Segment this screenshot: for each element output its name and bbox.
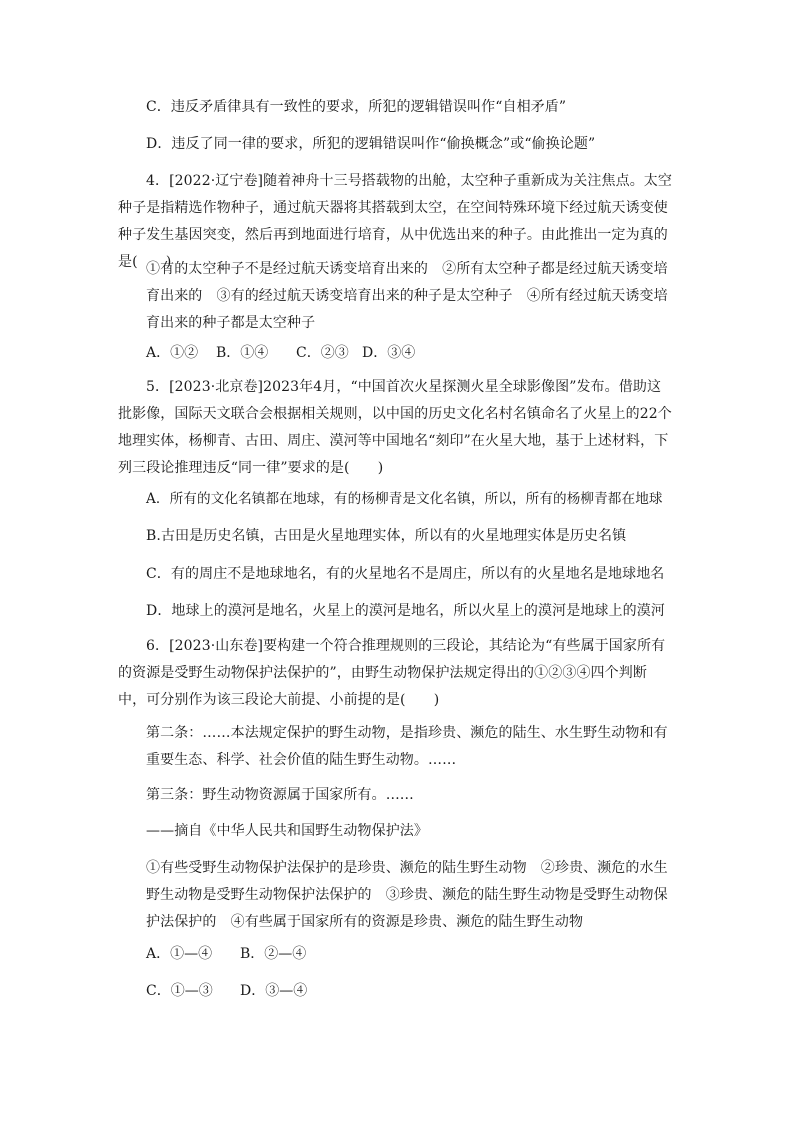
q4-stem: 4．[2022·辽宁卷]随着神舟十三号搭载物的出舱，太空种子重新成为关注焦点。太空种子是指精选作物种子，通过航天器将其搭载到太空，在空间特殊环境下经过航天诱变使种子发生基因突变，然后再到地面进行培育，从中优选出来的种子。由此推出一定为真的是( ) (118, 173, 673, 270)
q4-option-a: A．①② (146, 345, 199, 361)
q6-option-d: D．③—④ (240, 983, 308, 999)
q5-option-a: A．所有的文化名镇都在地球，有的杨柳青是文化名镇，所以，所有的杨柳青都在地球 (146, 491, 663, 507)
q6-option-b: B．②—④ (240, 946, 307, 962)
q5-stem: 5．[2023·北京卷]2023年4月，“中国首次火星探测火星全球影像图”发布。借助这批影像，国际天文联合会根据相关规则，以中国的历史文化名村名镇命名了火星上的22个地理实体，杨柳青、古田、周庄、漠河等中国地名“刻印”在火星大地，基于上述材料，下列三段论推理违反“同一律”要求的是( ) (118, 379, 672, 476)
q4-option-d: D．③④ (362, 345, 416, 361)
q6-article-3: 第三条：野生动物资源属于国家所有。…… (146, 787, 414, 803)
q3-option-c: C．违反矛盾律具有一致性的要求，所犯的逻辑错误叫作“自相矛盾” (146, 99, 567, 115)
q4-statements: ①有的太空种子不是经过航天诱变培育出来的 ②所有太空种子都是经过航天诱变培育出来的 ③有的经过航天诱变培育出来的种子是太空种子 ④所有经过航天诱变培育出来的种子都是太空种子 (146, 261, 668, 331)
q3-option-d: D．违反了同一律的要求，所犯的逻辑错误叫作“偷换概念”或“偷换论题” (146, 136, 596, 152)
q5-option-c: C．有的周庄不是地球地名，有的火星地名不是周庄，所以有的火星地名是地球地名 (146, 566, 665, 582)
q6-options-row-2 (146, 978, 307, 1005)
q5-option-b: B.古田是历史名镇，古田是火星地理实体，所以有的火星地理实体是历史名镇 (146, 528, 627, 544)
q4-option-c: C．②③ (296, 345, 349, 361)
q5-option-d: D．地球上的漠河是地名，火星上的漠河是地名，所以火星上的漠河是地球上的漠河 (146, 603, 665, 619)
q6-options-row-1 (146, 941, 306, 968)
q6-source: ——摘自《中华人民共和国野生动物保护法》 (146, 823, 428, 839)
q4-options (146, 340, 415, 367)
q6-stem: 6．[2023·山东卷]要构建一个符合推理规则的三段论，其结论为“有些属于国家所有的资源是受野生动物保护法保护的”，由野生动物保护法规定得出的①②③④四个判断中，可分别作为该三段论大前提、小前提的是( ) (118, 638, 666, 708)
q6-article-2: 第二条：……本法规定保护的野生动物，是指珍贵、濒危的陆生、水生野生动物和有重要生态、科学、社会价值的陆生野生动物。…… (146, 725, 668, 768)
q6-statements: ①有些受野生动物保护法保护的是珍贵、濒危的陆生野生动物 ②珍贵、濒危的水生野生动物是受野生动物保护法保护的 ③珍贵、濒危的陆生野生动物是受野生动物保护法保护的 ④有些属于国家所有的资源是珍贵、濒危的陆生野生动物 (146, 860, 668, 930)
q6-option-c: C．①—③ (146, 983, 213, 999)
q4-option-b: B．①④ (216, 345, 269, 361)
q6-option-a: A．①—④ (146, 946, 213, 962)
